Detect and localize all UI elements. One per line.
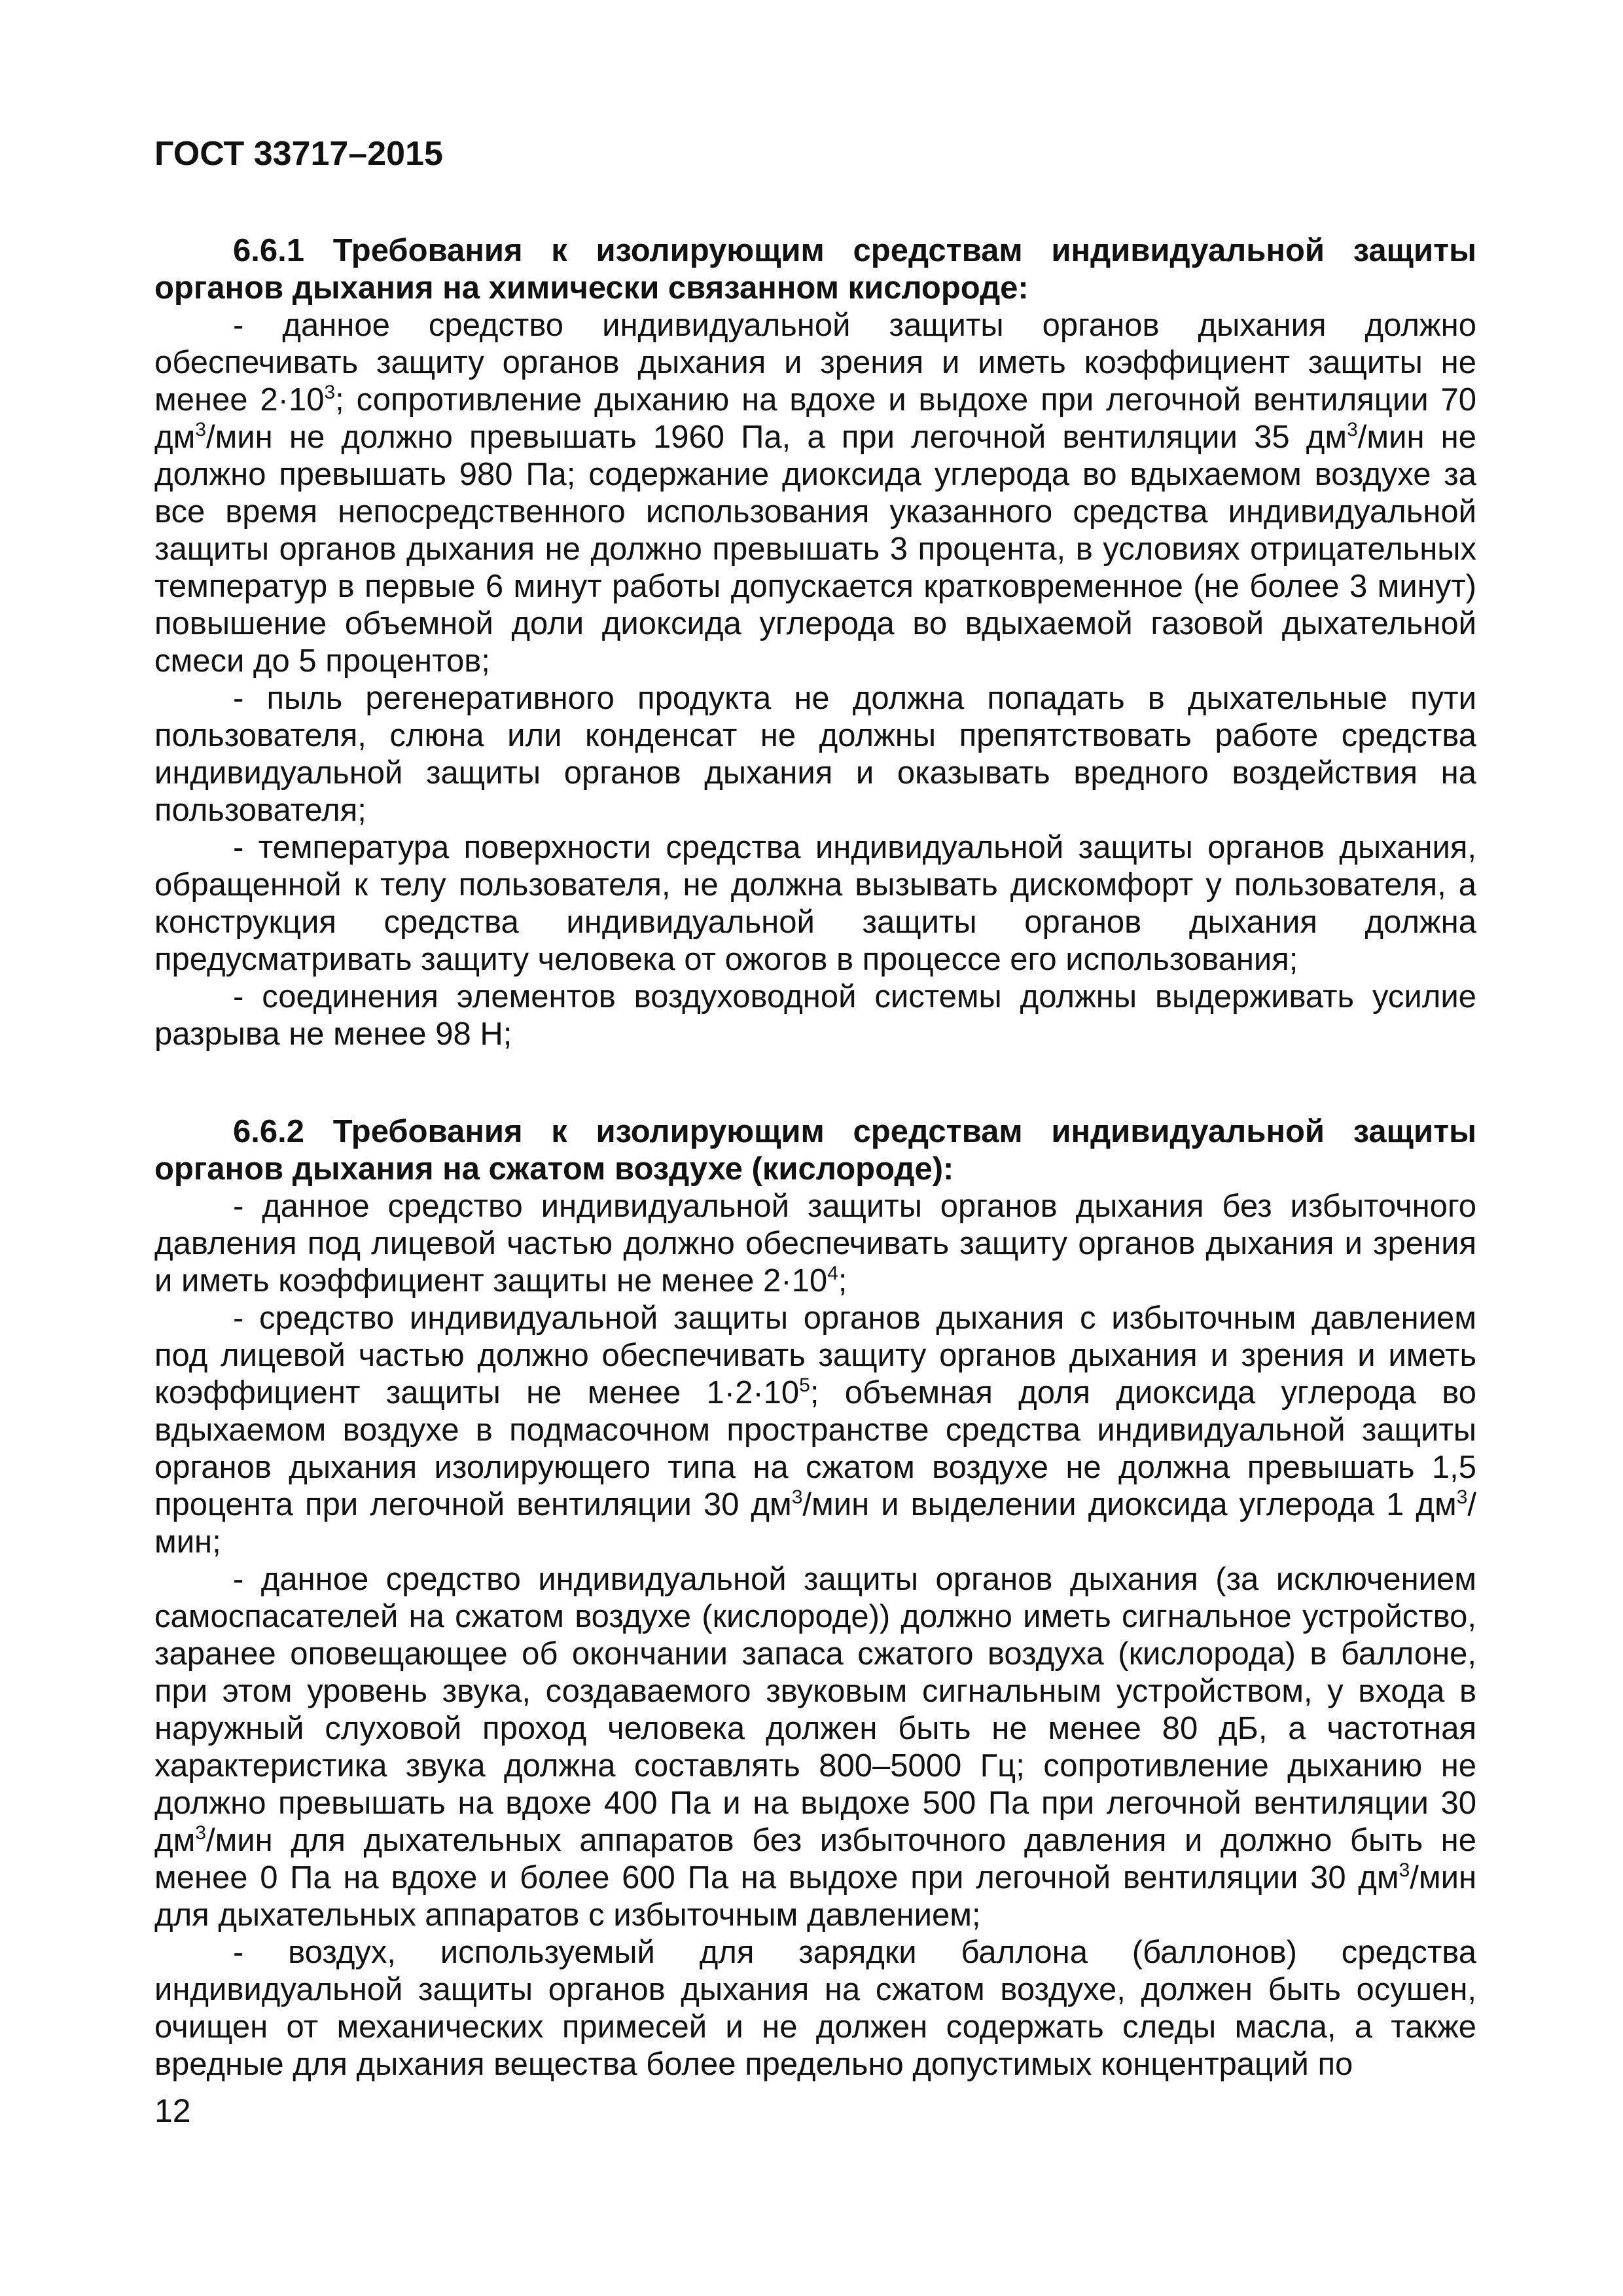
paragraph-text: /мин для дыхательных аппаратов с избыточным давлением; — [154, 1860, 1476, 1933]
paragraph — [154, 307, 1476, 680]
paragraph-text: /мин не должно превышать 1960 Па, а при легочной вентиляции 35 дм — [205, 420, 1347, 455]
paragraph — [154, 1934, 1476, 2083]
superscript-exponent: 3 — [1347, 419, 1358, 440]
paragraph — [154, 1188, 1476, 1300]
superscript-exponent: 3 — [195, 1822, 206, 1844]
superscript-exponent: 3 — [1399, 1859, 1410, 1881]
paragraph-text: - средство индивидуальной защиты органов дыхания с избыточным давлением под лицевой частью должно обеспечивать защиту органов дыхания и зрения и иметь коэффициент защиты не менее 1·2·10 — [154, 1300, 1476, 1410]
superscript-exponent: 3 — [1456, 1486, 1468, 1508]
paragraph-text: - температура поверхности средства индивидуальной защиты органов дыхания, обращенной к телу пользователя, не должна вызывать дискомфорт у пользователя, а конструкция средства индивидуальной защиты органов дыхания должна предусматривать защиту человека от ожогов в процессе его использования; — [154, 830, 1476, 977]
paragraph — [154, 978, 1476, 1053]
document-header-id: ГОСТ 33717–2015 — [154, 135, 443, 173]
paragraph-text: /мин для дыхательных аппаратов без избыточного давления и должно быть не менее 0 Па на вдохе и более 600 Па на выдохе при легочной вентиляции 30 дм — [154, 1823, 1476, 1895]
paragraph — [154, 829, 1476, 978]
paragraph-text: /мин и выделении диоксида углерода 1 дм — [802, 1487, 1457, 1522]
paragraph-text: ; — [838, 1263, 847, 1299]
superscript-exponent: 3 — [195, 419, 206, 440]
paragraph-text: ; объемная доля диоксида углерода во вдыхаемом воздухе в подмасочном пространстве средства индивидуальной защиты органов дыхания изолирующего типа на сжатом воздухе не должна превышать 1,5 процента при легочной вентиляции 30 дм — [154, 1375, 1476, 1522]
superscript-exponent: 5 — [799, 1374, 810, 1396]
paragraph-text: - соединения элементов воздуховодной системы должны выдерживать усилие разрыва не менее 98 Н; — [154, 979, 1476, 1052]
paragraph-text: - данное средство индивидуальной защиты органов дыхания должно обеспечивать защиту органов дыхания и зрения и иметь коэффициент защиты не менее 2·10 — [154, 308, 1476, 418]
section-6-6-2 — [154, 1113, 1476, 2083]
section-title: 6.6.2 Требования к изолирующим средствам индивидуальной защиты органов дыхания на сжатом воздухе (кислороде): — [154, 1114, 1476, 1187]
paragraph-text: ; сопротивление дыханию на вдохе и выдохе при легочной вентиляции 70 дм — [154, 382, 1477, 455]
paragraph — [154, 1561, 1476, 1934]
paragraph-text: /мин не должно превышать 980 Па; содержание диоксида углерода во вдыхаемом воздухе за все время непосредственного использования указанного средства индивидуальной защиты органов дыхания не должно превышать 3 процента, в условиях отрицательных температур в первые 6 минут работы допускается кратковременное (не более 3 минут) повышение объемной доли диоксида углерода во вдыхаемой газовой дыхательной смеси до 5 процентов; — [154, 420, 1476, 679]
section-title: 6.6.1 Требования к изолирующим средствам индивидуальной защиты органов дыхания на химически связанном кислороде: — [154, 233, 1476, 306]
paragraph — [154, 680, 1476, 829]
section-6-6-1 — [154, 232, 1476, 1053]
paragraph-text: - данное средство индивидуальной защиты органов дыхания (за исключением самоспасателей на сжатом воздухе (кислороде)) должно иметь сигнальное устройство, заранее оповещающее об окончании запаса сжатого воздуха (кислорода) в баллоне, при этом уровень звука, создаваемого звуковым сигнальным устройством, у входа в наружный слуховой проход человека должен быть не менее 80 дБ, а частотная характеристика звука должна составлять 800–5000 Гц; сопротивление дыханию не должно превышать на вдохе 400 Па и на выдохе 500 Па при легочной вентиляции 30 дм — [154, 1562, 1476, 1858]
paragraph-text: - пыль регенеративного продукта не должна попадать в дыхательные пути пользователя, слюна или конденсат не должны препятствовать работе средства индивидуальной защиты органов дыхания и оказывать вредного воздействия на пользователя; — [154, 681, 1476, 828]
paragraph-text: /мин; — [154, 1487, 1476, 1560]
paragraph — [154, 1300, 1476, 1561]
superscript-exponent: 3 — [791, 1486, 803, 1508]
document-page — [154, 134, 1476, 2144]
superscript-exponent: 4 — [827, 1263, 838, 1284]
page-number: 12 — [154, 2092, 191, 2129]
paragraph-text: - воздух, используемый для зарядки баллона (баллонов) средства индивидуальной защиты органов дыхания на сжатом воздухе, должен быть осушен, очищен от механических примесей и не должен содержать следы масла, а также вредные для дыхания вещества более предельно допустимых концентраций по — [154, 1935, 1476, 2082]
superscript-exponent: 3 — [324, 382, 336, 403]
paragraph-text: - данное средство индивидуальной защиты органов дыхания без избыточного давления под лицевой частью должно обеспечивать защиту органов дыхания и зрения и иметь коэффициент защиты не менее 2·10 — [154, 1189, 1476, 1299]
